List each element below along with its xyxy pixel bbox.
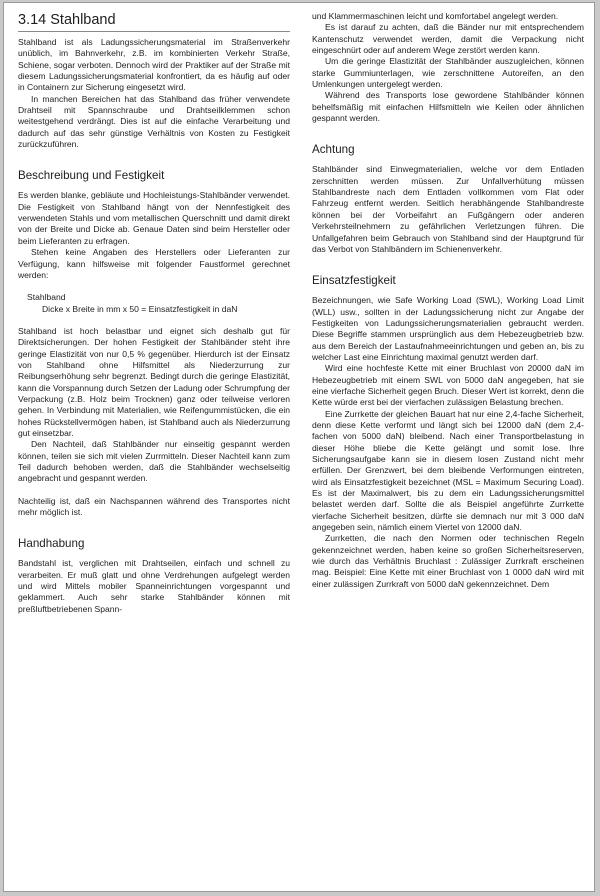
section-heading-einsatzfestigkeit: Einsatzfestigkeit <box>312 274 396 288</box>
section-heading-beschreibung: Beschreibung und Festigkeit <box>18 169 165 183</box>
einsatz-paragraph-1: Bezeichnungen, wie Safe Working Load (SWL), Working Load Limit (WLL) usw., sollten in der Ladungssicherung nicht zur Angabe der Festigkeiten von Ladungssicherungsmaterialien gebraucht werden. Diese Begriffe stammen ursprünglich aus dem Hebezeugbetrieb bzw. aus dem Bereich der Lastaufnahmeeinrichtungen und geben an, bis zu welcher Last eine Einrichtung maximal genutzt werden darf. <box>312 295 584 362</box>
handhabung-paragraph-continued: und Klammermaschinen leicht und komfortabel angelegt werden. <box>312 11 559 21</box>
chapter-title: 3.14 Stahlband <box>18 11 290 32</box>
intro-paragraph-1: Stahlband ist als Ladungssicherungsmaterial im Straßenverkehr unüblich, im Bahnverkehr, z.B. im kombinierten Verkehr Straße, Schiene, sogar verboten. Dennoch wird der Praktiker auf der Straße mit diesem Ladungssicherungsmaterial konfrontiert, da es häufig auf oder in Containern zur Sicherung eingesetzt wird. <box>18 37 290 93</box>
beschreibung-paragraph-3: Stahlband ist hoch belastbar und eignet sich deshalb gut für Direktsicherungen. Der hohen Festigkeit der Stahlbänder steht ihre geringe Elastizität von nur 0,5 % gegenüber. Hierdurch ist der Einsatz von Stahlband ohne Hilfsmittel als Niederzurrung zur Reibungserhöhung sehr begrenzt. Bedingt durch die geringe Elastizität, kann die Vorspannung durch Setzen der Ladung oder Schrumpfung der Verpackung (z.B. Holz beim Trocknen) ganz oder teilweise verloren gehen. In Verbindung mit Materialien, wie Reifengummistücken, die ein hohes Rückstellvermögen haben, ist Stahlband auch als Niederzurrung gut einsetzbar. <box>18 325 290 438</box>
einsatz-paragraph-2: Wird eine hochfeste Kette mit einer Bruchlast von 20000 daN im Hebezeugbetrieb mit einem SWL von 5000 daN angegeben, hat sie eine vierfache Sicherheit gegen Bruch. Dieser Wert ist korrekt, denn die Kette würde erst bei der vierfachen zulässigen Belastung brechen. <box>312 363 584 408</box>
section-heading-achtung: Achtung <box>312 143 355 157</box>
handhabung-paragraph-4: Während des Transports lose gewordene Stahlbänder können behelfsmäßig mit einfachen Hilfsmitteln wie Keilen oder ähnlichen gespannt werden. <box>312 90 584 124</box>
achtung-paragraph: Stahlbänder sind Einwegmaterialien, welche vor dem Entladen zerschnitten werden müssen. Zur Unfallverhütung müssen Stahlbandreste nach dem Entladen vollkommen vom Flat oder Fahrzeug entfernt werden. Seitlich herabhängende Stahlbandreste können bei der Vorbeifahrt an Fußgängern oder anderen Verkehrsteilnehmern zu gefährlichen Verletzungen führen. Die Unfallgefahren beim Gebrauch von Stahlband sind der Hauptgrund für das Verbot von Stahlbändern im Schienenverkehr. <box>312 164 584 254</box>
right-column <box>312 11 584 590</box>
beschreibung-paragraph-4: Den Nachteil, daß Stahlbänder nur einseitig gespannt werden können, teilen sie sich mit vielen Zurrmitteln. Dieser Nachteil kann zum Teil dadurch behoben werden, daß die Stahlbänder wechselseitig angebracht und gespannt werden. <box>18 439 290 484</box>
handhabung-paragraph-3: Um die geringe Elastizität der Stahlbänder auszugleichen, können starke Gummiunterlagen, wie zerschnittene Autoreifen, an den Umlenkungen untergelegt werden. <box>312 56 584 90</box>
handhabung-paragraph-1: Bandstahl ist, verglichen mit Drahtseilen, einfach und schnell zu verarbeiten. Er muß glatt und ohne Verdrehungen aufgelegt werden und wird Mittels mobiler Spanneinrichtungen vorgespannt und geklammert. Auch sehr starke Stahlbänder können mit preßluftbetriebenen Spann- <box>18 558 290 614</box>
left-column <box>18 11 290 615</box>
document-page <box>3 2 595 892</box>
beschreibung-paragraph-5: Nachteilig ist, daß ein Nachspannen während des Transportes nicht mehr möglich ist. <box>18 495 290 518</box>
rule-of-thumb-formula <box>18 292 290 315</box>
intro-paragraph-2: In manchen Bereichen hat das Stahlband das früher verwendete Drahtseil mit Spannschraube und Drahtseilklemmen schon weitestgehend verdrängt. Dies ist auf die einfache Verarbeitung und dadurch auf das sehr günstige Verhältnis von Kosten zu Festigkeit zurückzuführen. <box>18 93 290 150</box>
section-heading-handhabung: Handhabung <box>18 537 85 551</box>
einsatz-paragraph-3: Eine Zurrkette der gleichen Bauart hat nur eine 2,4-fache Sicherheit, denn diese Kette verformt und längt sich bei 12000 daN (dem 2,4-fachen von 5000 daN) bleibend. Nach einer Transportbelastung in dieser Höhe bliebe die Kette gelängt und somit lose. Ihre Sicherungsaufgabe kann sie in diesem losen Zustand nicht mehr erfüllen. Der Grenzwert, bei dem bleibende Verformungen eintreten, wird als Einsatzfestigkeit bezeichnet (MSL = Maximum Securing Load). Es ist der Maximalwert, bis zu dem ein Ladungssicherungsmittel belastet werden darf. Sollte die als Beispiel angeführte Zurrkette vierfache Sicherheit besitzen, dürfte sie demnach nur mit 3 000 daN angegeben sein, nämlich einem Viertel von 12000 daN. <box>312 408 584 533</box>
formula-text: Dicke x Breite in mm x 50 = Einsatzfestigkeit in daN <box>42 303 238 314</box>
handhabung-paragraph-2: Es ist darauf zu achten, daß die Bänder nur mit entsprechendem Kantenschutz verwendet werden, damit die Verpackung nicht eingeschnürt oder auf anderem Wege zerstört werden kann. <box>312 22 584 56</box>
formula-label: Stahlband <box>27 292 66 303</box>
beschreibung-paragraph-1: Es werden blanke, gebläute und Hochleistungs-Stahlbänder verwendet. Die Festigkeit von Stahlband hängt von der Nennfestigkeit des verwendeten Stahls und vom metallischen Querschnitt und damit direkt von der Breite und Dicke ab. Genaue Daten sind beim Hersteller oder beim Lieferanten zu erfragen. <box>18 190 290 246</box>
beschreibung-paragraph-2: Stehen keine Angaben des Herstellers oder Lieferanten zur Verfügung, kann hilfsweise mit folgender Faustformel gerechnet werden: <box>18 247 290 280</box>
einsatz-paragraph-4: Zurrketten, die nach den Normen oder technischen Regeln gekennzeichnet werden, haben keine so großen Sicherheitsreserven, wie durch das Verhältnis Bruchlast : Zulässiger Zurrkraft erscheinen mag. Beispiel: Eine Kette mit einer Bruchlast von 1 0000 daN wird mit einer zulässigen Zurrkraft von 5000 daN gekennzeichnet. Dem <box>312 533 584 589</box>
